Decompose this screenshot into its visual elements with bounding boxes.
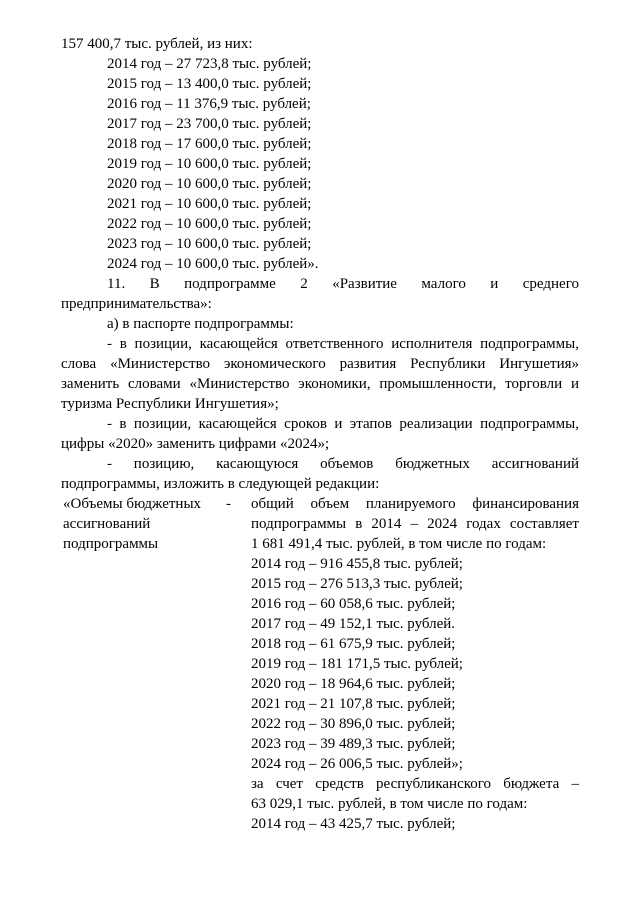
table-right-line-2: подпрограммы в 2014 – 2024 годах составляет (251, 516, 579, 532)
table-dash: - (226, 496, 231, 512)
year-line-2022: 2022 год – 10 600,0 тыс. рублей; (107, 216, 312, 232)
year-line-2020: 2020 год – 10 600,0 тыс. рублей; (107, 176, 312, 192)
para3-line-2: подпрограммы, изложить в следующей редакции: (61, 476, 380, 492)
para1-line-3: заменить словами «Министерство экономики, промышленности, торговли и (61, 376, 579, 392)
para1-line-1: - в позиции, касающейся ответственного исполнителя подпрограммы, (107, 336, 579, 352)
year-line-2014: 2014 год – 27 723,8 тыс. рублей; (107, 56, 312, 72)
table-year-2018: 2018 год – 61 675,9 тыс. рублей; (251, 636, 456, 652)
year-line-2019: 2019 год – 10 600,0 тыс. рублей; (107, 156, 312, 172)
table-year-2020: 2020 год – 18 964,6 тыс. рублей; (251, 676, 456, 692)
table-year-2015: 2015 год – 276 513,3 тыс. рублей; (251, 576, 463, 592)
table-right-line-3: 1 681 491,4 тыс. рублей, в том числе по годам: (251, 536, 547, 552)
table-republic-year-2014: 2014 год – 43 425,7 тыс. рублей; (251, 816, 456, 832)
table-year-2017: 2017 год – 49 152,1 тыс. рублей. (251, 616, 456, 632)
table-year-2021: 2021 год – 21 107,8 тыс. рублей; (251, 696, 456, 712)
table-left-line-2: ассигнований (63, 516, 151, 532)
para1-line-4: туризма Республики Ингушетия»; (61, 396, 279, 412)
item-a: а) в паспорте подпрограммы: (107, 316, 294, 332)
table-year-2014: 2014 год – 916 455,8 тыс. рублей; (251, 556, 463, 572)
year-line-2018: 2018 год – 17 600,0 тыс. рублей; (107, 136, 312, 152)
para1-line-2: слова «Министерство экономического развития Республики Ингушетия» (61, 356, 579, 372)
year-line-2023: 2023 год – 10 600,0 тыс. рублей; (107, 236, 312, 252)
table-left-line-1: «Объемы бюджетных (63, 496, 202, 512)
table-right-line-1: общий объем планируемого финансирования (251, 496, 579, 512)
item-11-line-1: 11. В подпрограмме 2 «Развитие малого и среднего (107, 276, 579, 292)
table-republic-line-2: 63 029,1 тыс. рублей, в том числе по годам: (251, 796, 528, 812)
year-line-2017: 2017 год – 23 700,0 тыс. рублей; (107, 116, 312, 132)
year-line-2015: 2015 год – 13 400,0 тыс. рублей; (107, 76, 312, 92)
table-year-2022: 2022 год – 30 896,0 тыс. рублей; (251, 716, 456, 732)
para2-line-1: - в позиции, касающейся сроков и этапов реализации подпрограммы, (107, 416, 579, 432)
para2-line-2: цифры «2020» заменить цифрами «2024»; (61, 436, 330, 452)
table-year-2024: 2024 год – 26 006,5 тыс. рублей»; (251, 756, 463, 772)
para3-line-1: - позицию, касающуюся объемов бюджетных ассигнований (107, 456, 579, 472)
item-11-line-2: предпринимательства»: (61, 296, 212, 312)
year-line-2021: 2021 год – 10 600,0 тыс. рублей; (107, 196, 312, 212)
table-year-2019: 2019 год – 181 171,5 тыс. рублей; (251, 656, 463, 672)
table-year-2023: 2023 год – 39 489,3 тыс. рублей; (251, 736, 456, 752)
table-left-line-3: подпрограммы (63, 536, 159, 552)
year-line-2016: 2016 год – 11 376,9 тыс. рублей; (107, 96, 311, 112)
year-line-2024: 2024 год – 10 600,0 тыс. рублей». (107, 256, 319, 272)
table-year-2016: 2016 год – 60 058,6 тыс. рублей; (251, 596, 456, 612)
table-republic-line-1: за счет средств республиканского бюджета – (251, 776, 579, 792)
intro-line: 157 400,7 тыс. рублей, из них: (61, 36, 253, 52)
